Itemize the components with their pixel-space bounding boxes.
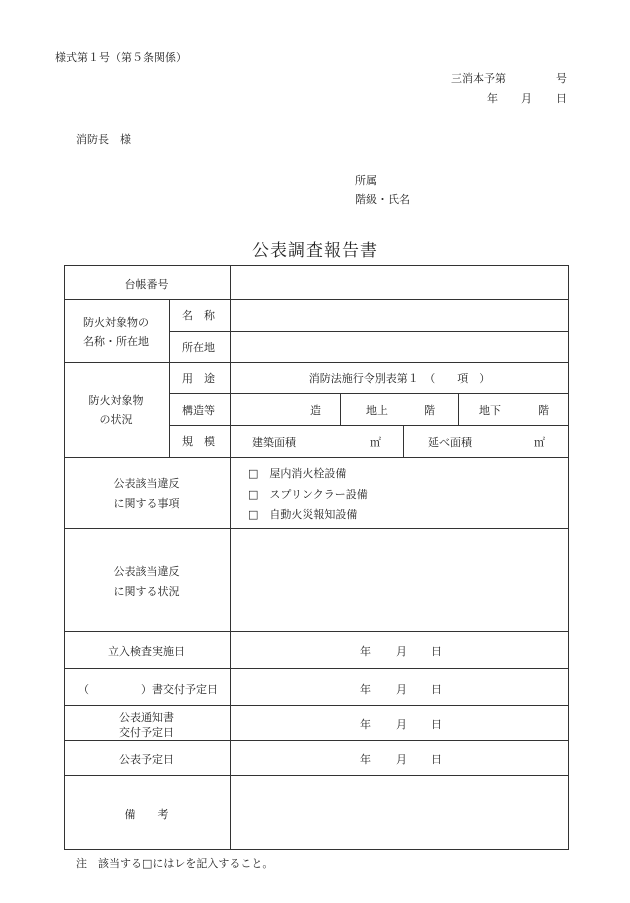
violation-status-label-1: 公表該当違反	[113, 565, 180, 578]
name-field[interactable]	[231, 300, 568, 330]
target-name-address-label-1: 防火対象物の	[83, 316, 149, 329]
reference-prefix: 三消本予第	[451, 72, 506, 85]
building-area-unit: ㎡	[370, 436, 381, 449]
violation-items-label-1: 公表該当違反	[113, 477, 180, 490]
affiliation-label: 所属	[355, 174, 377, 187]
name-label: 名 称	[182, 309, 215, 322]
notice-delivery-day[interactable]: 日	[431, 718, 442, 731]
violation-status-field[interactable]	[231, 529, 568, 629]
inspection-date-month[interactable]: 月	[396, 645, 407, 658]
ledger-number-field[interactable]	[231, 268, 568, 298]
footnote: 注 該当する□にはレを記入すること。	[76, 857, 274, 870]
violation-status-label-2: に関する状況	[113, 585, 180, 598]
above-ground-floors-unit: 階	[424, 404, 435, 417]
target-name-address-label-2: 名称・所在地	[83, 335, 149, 348]
publication-date-year[interactable]: 年	[360, 753, 371, 766]
header-date-day: 日	[556, 92, 567, 105]
use-value[interactable]: 消防法施行令別表第１ （ 項 ）	[308, 372, 491, 385]
target-status-label-1: 防火対象物	[88, 394, 144, 407]
below-ground-label: 地下	[479, 404, 501, 417]
building-area-label: 建築面積	[252, 436, 296, 449]
remarks-label: 備 考	[124, 808, 169, 821]
notice-delivery-label-2: 交付予定日	[119, 726, 174, 739]
publication-date-month[interactable]: 月	[396, 753, 407, 766]
rank-name-label: 階級・氏名	[355, 193, 410, 206]
remarks-field[interactable]	[231, 776, 568, 849]
inspection-date-day[interactable]: 日	[431, 645, 442, 658]
target-status-label-2: の状況	[99, 413, 133, 426]
doc-delivery-label: ）書交付予定日	[141, 683, 218, 696]
address-field[interactable]	[231, 332, 568, 361]
checkbox-sprinkler[interactable]: □ スプリンクラー設備	[248, 488, 368, 501]
doc-delivery-day[interactable]: 日	[431, 683, 442, 696]
structure-label: 構造等	[182, 404, 215, 417]
above-ground-label: 地上	[366, 404, 388, 417]
notice-delivery-label-1: 公表通知書	[119, 711, 174, 724]
below-ground-floors-unit: 階	[538, 404, 549, 417]
doc-delivery-open-paren: （	[78, 683, 89, 696]
ledger-number-label: 台帳番号	[124, 278, 169, 291]
publication-date-label: 公表予定日	[119, 753, 174, 766]
publication-date-day[interactable]: 日	[431, 753, 442, 766]
floor-area-unit: ㎡	[534, 436, 545, 449]
violation-items-label-2: に関する事項	[113, 497, 180, 510]
header-date-year: 年	[487, 92, 498, 105]
addressee: 消防長 様	[76, 133, 131, 146]
header-date-month: 月	[521, 92, 532, 105]
form-number: 様式第１号（第５条関係）	[55, 51, 187, 64]
reference-suffix: 号	[556, 72, 567, 85]
checkbox-indoor-hydrant[interactable]: □ 屋内消火栓設備	[248, 467, 347, 480]
doc-delivery-year[interactable]: 年	[360, 683, 371, 696]
checkbox-fire-alarm[interactable]: □ 自動火災報知設備	[248, 508, 358, 521]
inspection-date-year[interactable]: 年	[360, 645, 371, 658]
inspection-date-label: 立入検査実施日	[108, 645, 185, 658]
doc-delivery-month[interactable]: 月	[396, 683, 407, 696]
address-label: 所在地	[182, 341, 215, 354]
floor-area-label: 延べ面積	[428, 436, 472, 449]
scale-label: 規 模	[182, 435, 215, 448]
page-title: 公表調査報告書	[252, 241, 378, 261]
notice-delivery-year[interactable]: 年	[360, 718, 371, 731]
structure-type: 造	[310, 404, 321, 417]
notice-delivery-month[interactable]: 月	[396, 718, 407, 731]
use-label: 用 途	[182, 372, 215, 385]
